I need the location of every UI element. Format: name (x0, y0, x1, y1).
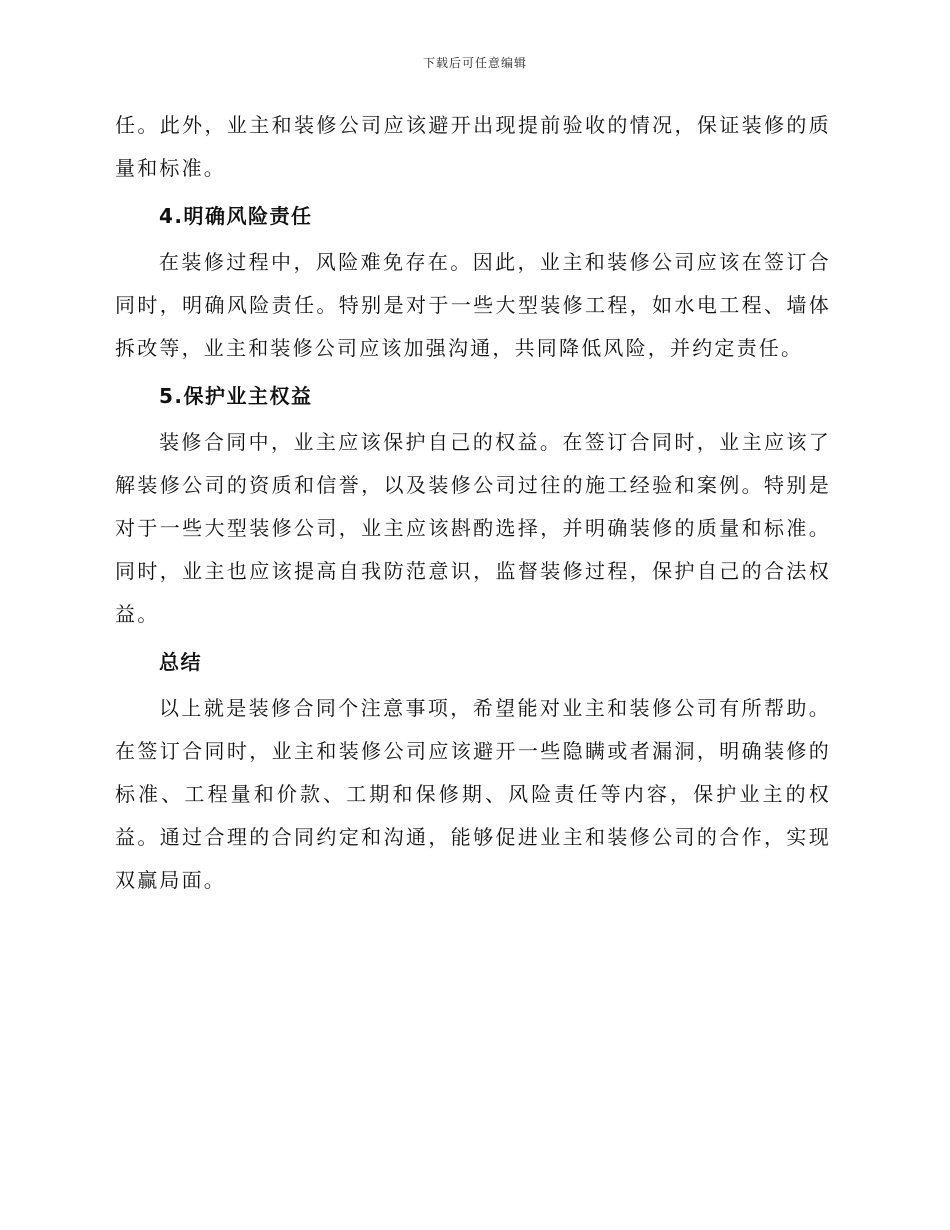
paragraph-risk-responsibility: 在装修过程中，风险难免存在。因此，业主和装修公司应该在签订合同时，明确风险责任。特别是对于一些大型装修工程，如水电工程、墙体拆改等，业主和装修公司应该加强沟通，共同降低风险，并约定责任。 (115, 250, 831, 360)
page-header: 下载后可任意编辑 (422, 56, 527, 70)
paragraph-summary: 以上就是装修合同个注意事项，希望能对业主和装修公司有所帮助。在签订合同时，业主和装修公司应该避开一些隐瞒或者漏洞，明确装修的标准、工程量和价款、工期和保修期、风险责任等内容，保护业主的权益。通过合理的合同约定和沟通，能够促进业主和装修公司的合作，实现双赢局面。 (115, 696, 831, 892)
section-heading-risk-responsibility: 4.明确风险责任 (159, 204, 313, 228)
paragraph-continuation: 任。此外，业主和装修公司应该避开出现提前验收的情况，保证装修的质量和标准。 (115, 113, 831, 180)
paragraph-owner-rights: 装修合同中，业主应该保护自己的权益。在签订合同时，业主应该了解装修公司的资质和信誉，以及装修公司过往的施工经验和案例。特别是对于一些大型装修公司，业主应该斟酌选择，并明确装修的质量和标准。同时，业主也应该提高自我防范意识，监督装修过程，保护自己的合法权益。 (115, 430, 831, 626)
section-heading-summary: 总结 (159, 650, 202, 674)
document-body (115, 104, 831, 902)
section-heading-owner-rights: 5.保护业主权益 (159, 384, 313, 408)
